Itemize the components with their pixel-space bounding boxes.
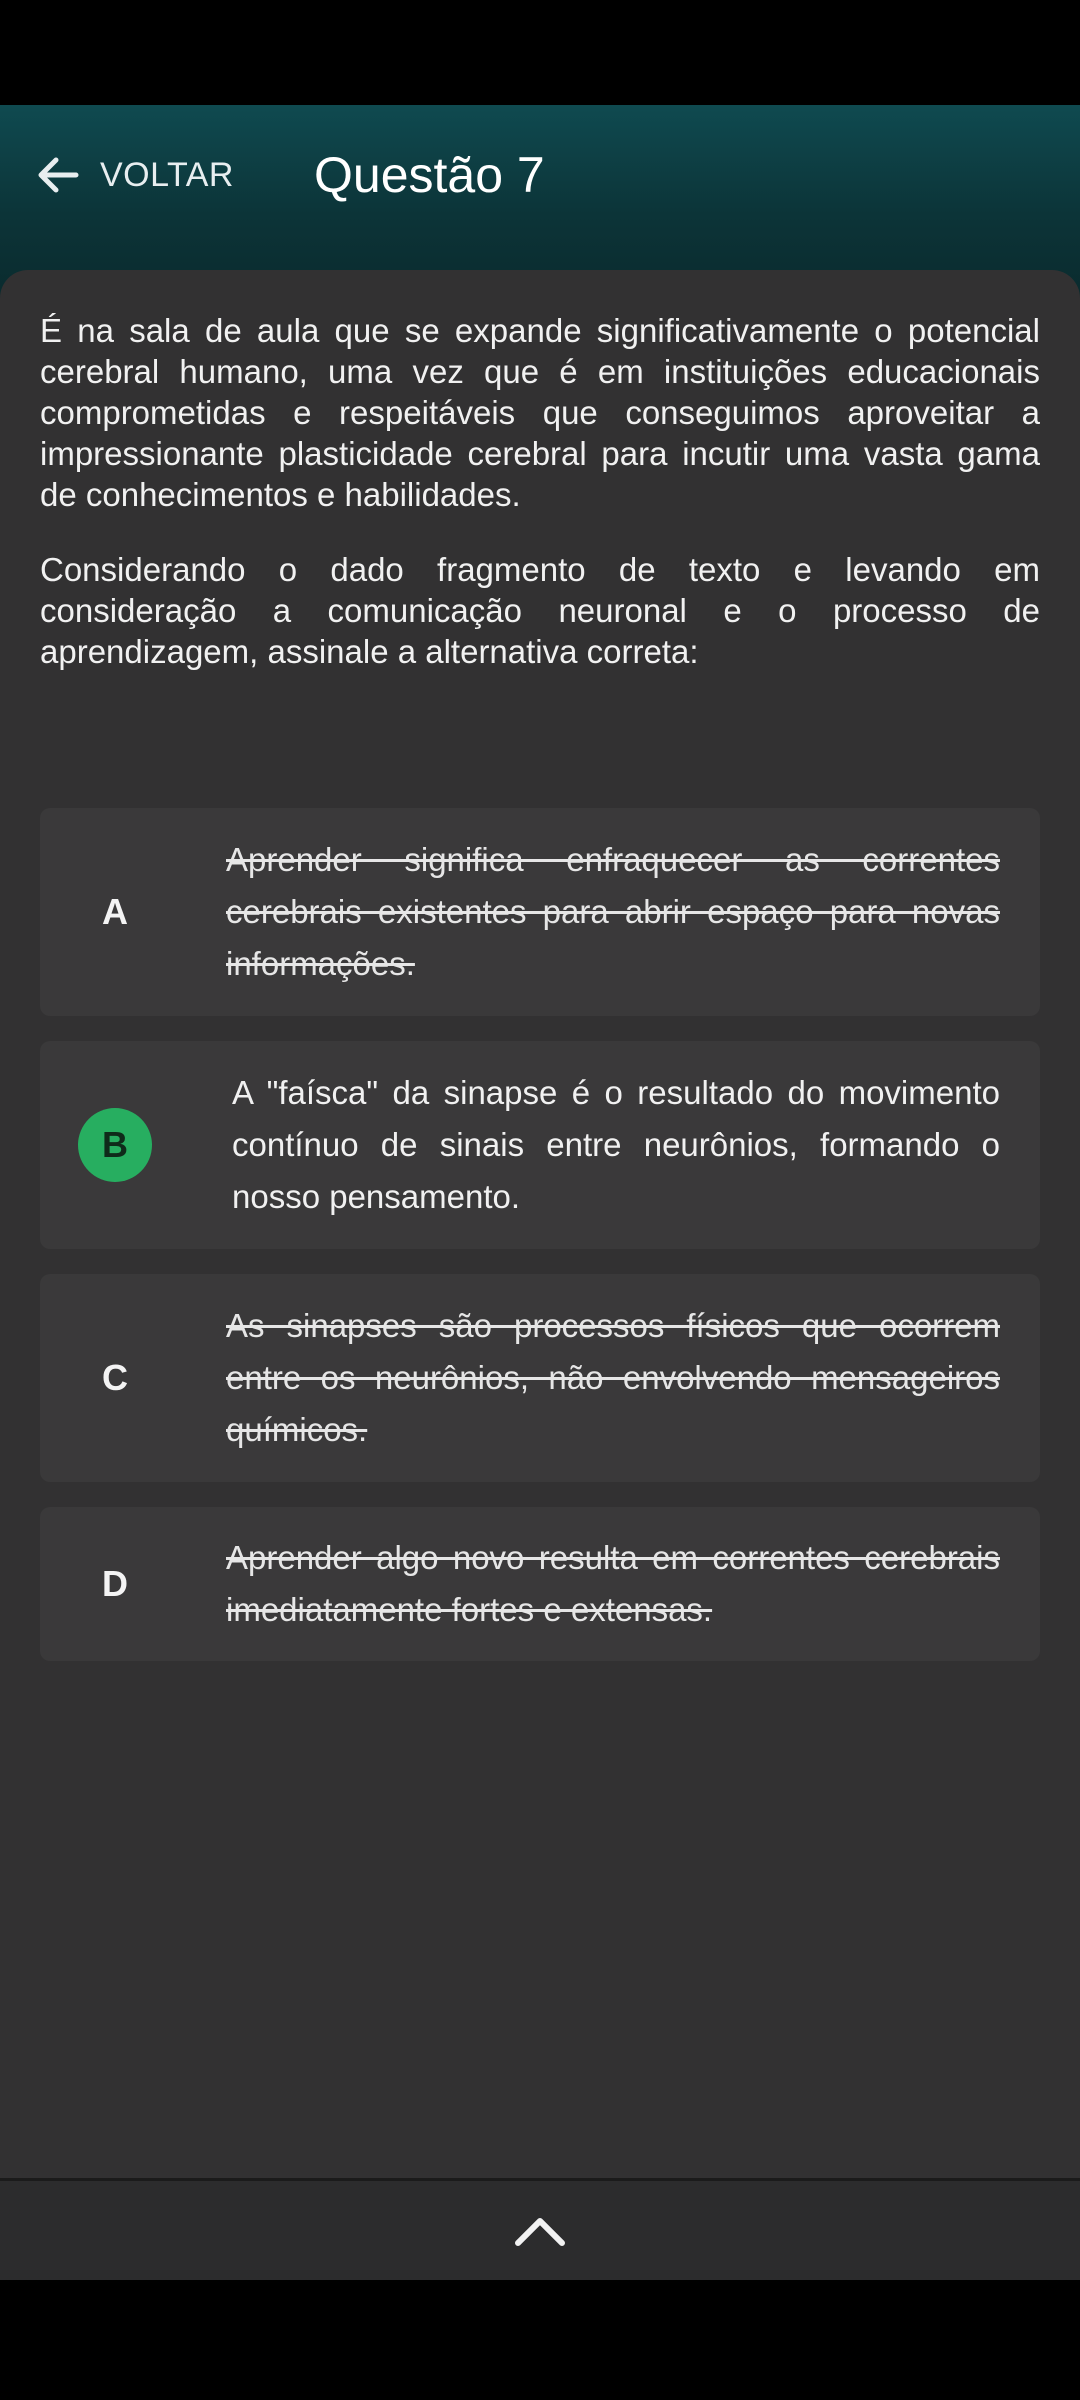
option-d[interactable]: [40, 1507, 1040, 1661]
option-text-a: Aprender significa enfraquecer as correntes cerebrais existentes para abrir espaço para novas informações.: [226, 841, 1000, 982]
question-text: [40, 310, 1040, 706]
option-c[interactable]: [40, 1274, 1040, 1482]
option-a[interactable]: [40, 808, 1040, 1016]
bottom-bar: [0, 2178, 1080, 2280]
system-nav-bar: [0, 2280, 1080, 2400]
option-b[interactable]: [40, 1041, 1040, 1249]
option-text-b: A "faísca" da sinapse é o resultado do movimento contínuo de sinais entre neurônios, formando o nosso pensamento.: [232, 1074, 1000, 1215]
option-letter-d: D: [102, 1563, 128, 1604]
question-paragraph-1: É na sala de aula que se expande significativamente o potencial cerebral humano, uma vez que é em instituições educacionais comprometidas e respeitáveis que conseguimos aproveitar a impressionante plasticidade cerebral para incutir uma vasta gama de conhecimentos e habilidades.: [40, 312, 1040, 513]
question-card: [0, 270, 1080, 2180]
back-button[interactable]: [34, 140, 254, 210]
option-letter-c: C: [102, 1357, 128, 1398]
chevron-up-icon[interactable]: [512, 2211, 568, 2251]
option-letter-a: A: [102, 891, 128, 932]
option-text-c: As sinapses são processos físicos que ocorrem entre os neurônios, não envolvendo mensageiros químicos.: [226, 1307, 1000, 1448]
option-letter-b-selected-badge: B: [78, 1108, 152, 1182]
page-title: Questão 7: [314, 147, 545, 203]
arrow-left-icon: [34, 151, 82, 199]
status-bar: [0, 0, 1080, 105]
back-label: VOLTAR: [100, 155, 234, 194]
option-text-d: Aprender algo novo resulta em correntes cerebrais imediatamente fortes e extensas.: [226, 1539, 1000, 1628]
question-paragraph-2: Considerando o dado fragmento de texto e levando em consideração a comunicação neuronal e o processo de aprendizagem, assinale a alternativa correta:: [40, 551, 1040, 670]
